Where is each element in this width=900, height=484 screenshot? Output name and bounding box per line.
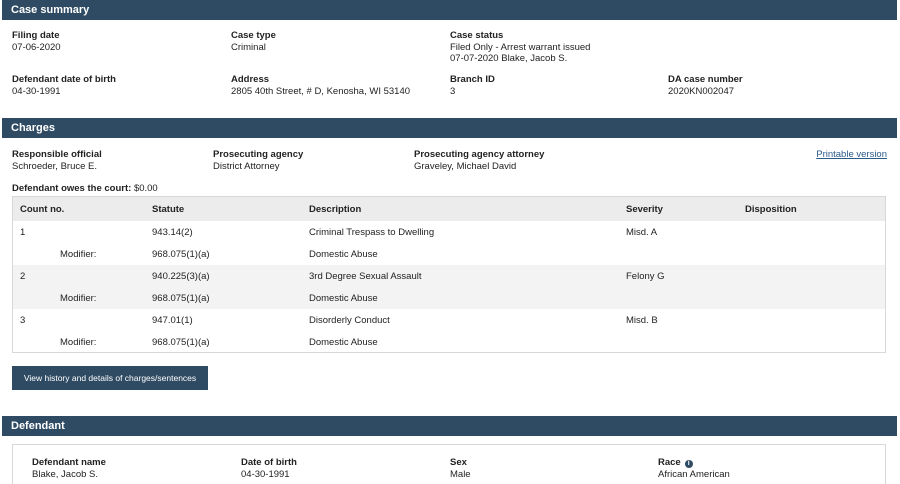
modifier-description: Domestic Abuse	[309, 337, 378, 348]
severity: Misd. A	[626, 227, 658, 238]
case-type-field	[231, 30, 276, 53]
modifier-statute: 968.075(1)(a)	[152, 337, 210, 348]
column-header-disposition: Disposition	[745, 204, 797, 215]
severity: Felony G	[626, 271, 665, 282]
branch-id-label: Branch ID	[450, 74, 495, 85]
prosecuting-attorney-label: Prosecuting agency attorney	[414, 149, 545, 160]
address-value: 2805 40th Street, # D, Kenosha, WI 53140	[231, 86, 411, 97]
severity: Misd. B	[626, 315, 658, 326]
prosecuting-attorney-value: Graveley, Michael David	[414, 161, 517, 172]
branch-id-field	[450, 74, 495, 97]
case-type-value: Criminal	[231, 42, 266, 53]
charges-table-header	[13, 197, 885, 221]
defendant-dob-label: Defendant date of birth	[12, 74, 116, 85]
modifier-label: Modifier:	[60, 337, 97, 348]
race-field	[658, 457, 730, 480]
view-history-button[interactable]: View history and details of charges/sentences	[12, 366, 208, 390]
filing-date-label: Filing date	[12, 30, 60, 41]
da-case-number-value: 2020KN002047	[668, 86, 735, 97]
branch-id-value: 3	[450, 86, 456, 97]
description: 3rd Degree Sexual Assault	[309, 271, 422, 282]
column-header-severity: Severity	[626, 204, 663, 215]
court-owed-field	[12, 183, 158, 194]
defendant-name-field	[32, 457, 106, 480]
column-header-count: Count no.	[20, 204, 65, 215]
statute: 940.225(3)(a)	[152, 271, 210, 282]
description: Criminal Trespass to Dwelling	[309, 227, 435, 238]
column-header-description: Description	[309, 204, 362, 215]
modifier-statute: 968.075(1)(a)	[152, 249, 210, 260]
table-row	[13, 309, 885, 353]
responsible-official-field	[12, 149, 102, 172]
court-owed-label: Defendant owes the court:	[12, 183, 132, 194]
race-value: African American	[658, 469, 730, 480]
column-header-statute: Statute	[152, 204, 185, 215]
prosecuting-agency-field	[213, 149, 303, 172]
charges-table	[12, 196, 886, 353]
modifier-label: Modifier:	[60, 293, 97, 304]
charges-header: Charges	[2, 118, 897, 138]
defendant-dob-field-2	[241, 457, 297, 480]
da-case-number-field	[668, 74, 743, 97]
prosecuting-attorney-field	[414, 149, 544, 172]
case-status-value: Filed Only - Arrest warrant issued	[450, 42, 591, 53]
defendant-dob-field	[12, 74, 116, 97]
defendant-dob-label-2: Date of birth	[241, 457, 297, 468]
race-label-wrap	[658, 457, 730, 468]
responsible-official-label: Responsible official	[12, 149, 102, 160]
description: Disorderly Conduct	[309, 315, 390, 326]
info-icon[interactable]: i	[685, 460, 693, 468]
statute: 943.14(2)	[152, 227, 193, 238]
table-row	[13, 265, 885, 309]
prosecuting-agency-label: Prosecuting agency	[213, 149, 304, 160]
filing-date-value: 07-06-2020	[12, 42, 61, 53]
table-row	[13, 221, 885, 265]
statute: 947.01(1)	[152, 315, 193, 326]
defendant-panel	[12, 444, 886, 484]
defendant-name-value: Blake, Jacob S.	[32, 469, 99, 480]
count-number: 2	[20, 271, 26, 282]
count-number: 3	[20, 315, 26, 326]
race-label: Race	[658, 457, 681, 468]
case-status-field	[450, 30, 590, 64]
case-status-label: Case status	[450, 30, 504, 41]
sex-label: Sex	[450, 457, 467, 468]
responsible-official-value: Schroeder, Bruce E.	[12, 161, 98, 172]
count-number: 1	[20, 227, 26, 238]
case-status-value-detail: 07-07-2020 Blake, Jacob S.	[450, 53, 568, 64]
filing-date-field	[12, 30, 61, 53]
court-owed-value: $0.00	[133, 183, 158, 194]
modifier-description: Domestic Abuse	[309, 249, 378, 260]
defendant-name-label: Defendant name	[32, 457, 106, 468]
address-label: Address	[231, 74, 270, 85]
address-field	[231, 74, 410, 97]
defendant-header: Defendant	[2, 416, 897, 436]
defendant-dob-value-2: 04-30-1991	[241, 469, 290, 480]
modifier-statute: 968.075(1)(a)	[152, 293, 210, 304]
printable-version-link[interactable]: Printable version	[816, 149, 887, 160]
case-summary-header: Case summary	[2, 0, 897, 20]
sex-value: Male	[450, 469, 471, 480]
sex-field	[450, 457, 471, 480]
modifier-description: Domestic Abuse	[309, 293, 378, 304]
da-case-number-label: DA case number	[668, 74, 743, 85]
prosecuting-agency-value: District Attorney	[213, 161, 280, 172]
modifier-label: Modifier:	[60, 249, 97, 260]
defendant-dob-value: 04-30-1991	[12, 86, 61, 97]
case-type-label: Case type	[231, 30, 276, 41]
